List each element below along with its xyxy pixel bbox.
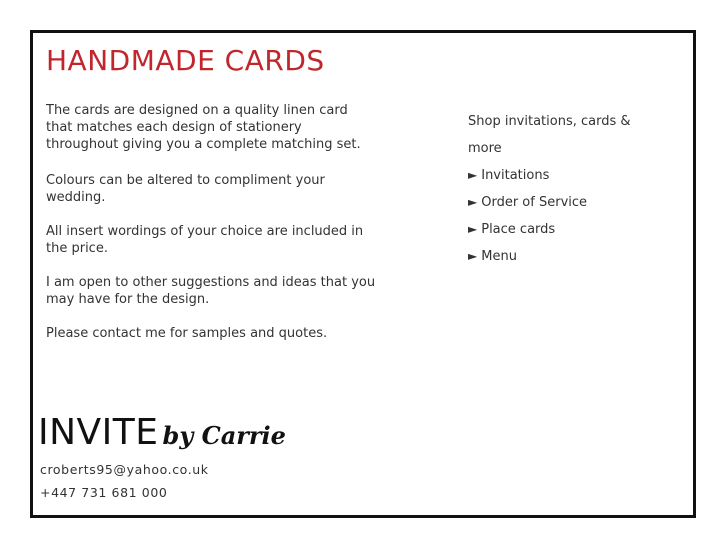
shop-section xyxy=(468,108,668,270)
brand-logo xyxy=(38,412,286,453)
contact-email[interactable]: croberts95@yahoo.co.uk xyxy=(40,462,209,477)
shop-link-label: Invitations xyxy=(481,168,550,183)
description-paragraph-colours: Colours can be altered to compliment your wedding. xyxy=(46,173,325,205)
description-column xyxy=(46,102,376,359)
arrow-right-icon: ► xyxy=(468,222,478,236)
brand-byline: by Carrie xyxy=(162,421,286,450)
shop-heading: Shop invitations, cards & more xyxy=(468,114,631,156)
shop-link-label: Menu xyxy=(481,249,517,264)
shop-link-label: Place cards xyxy=(481,222,556,237)
shop-link-menu[interactable] xyxy=(468,243,668,270)
brand-name: INVITE xyxy=(38,412,159,453)
shop-list xyxy=(468,162,668,270)
arrow-right-icon: ► xyxy=(468,249,478,263)
arrow-right-icon: ► xyxy=(468,168,478,182)
description-paragraph-suggestions: I am open to other suggestions and ideas that you may have for the design. xyxy=(46,275,376,307)
description-paragraph-wordings: All insert wordings of your choice are included in the price. xyxy=(46,224,364,256)
shop-link-invitations[interactable] xyxy=(468,162,668,189)
description-paragraph-contact: Please contact me for samples and quotes. xyxy=(46,326,328,341)
page-title: HANDMADE CARDS xyxy=(46,44,325,77)
contact-phone: +447 731 681 000 xyxy=(40,485,168,500)
description-paragraph-linen: The cards are designed on a quality linen card that matches each design of stationery throughout giving you a complete matching set. xyxy=(46,103,361,152)
arrow-right-icon: ► xyxy=(468,195,478,209)
shop-link-place-cards[interactable] xyxy=(468,216,668,243)
shop-link-label: Order of Service xyxy=(481,195,588,210)
shop-link-order-of-service[interactable] xyxy=(468,189,668,216)
